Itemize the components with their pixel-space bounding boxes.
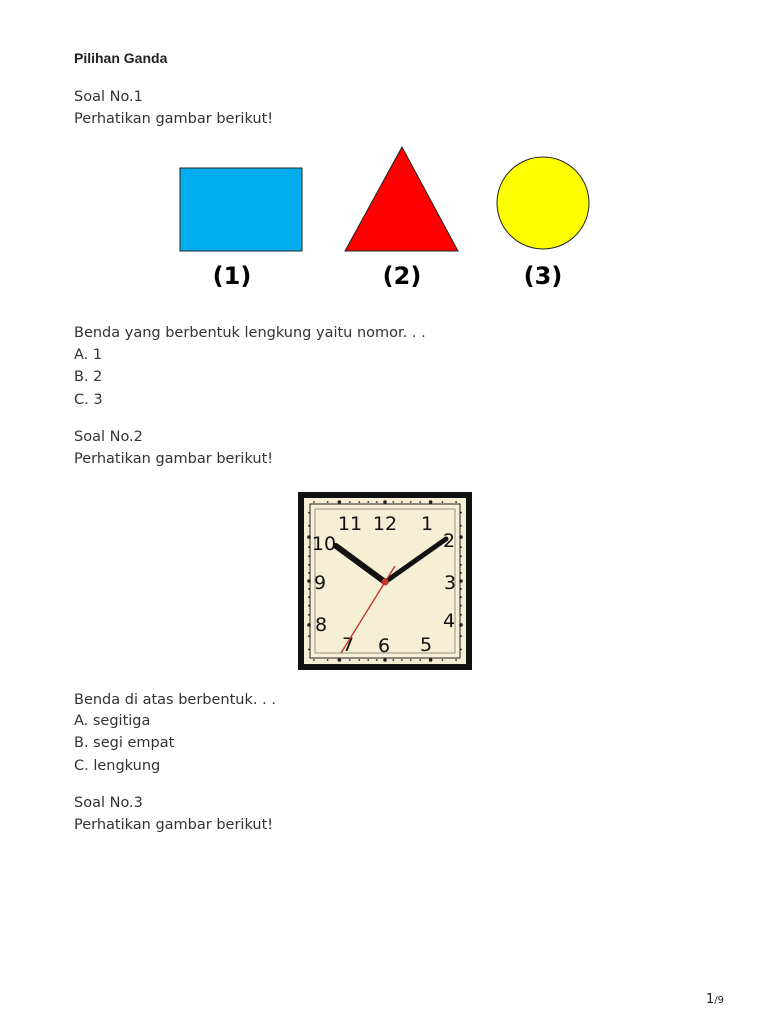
clock-tick bbox=[460, 635, 462, 637]
clock-tick bbox=[307, 579, 311, 583]
clock-tick bbox=[367, 659, 369, 661]
q2-question: Benda di atas berbentuk. . . bbox=[74, 692, 276, 708]
clock-number-12: 12 bbox=[372, 513, 398, 535]
clock-tick bbox=[308, 614, 310, 616]
q2-option-a: A. segitiga bbox=[74, 713, 151, 729]
clock-number-10: 10 bbox=[311, 533, 337, 555]
clock-tick bbox=[455, 659, 457, 661]
clock-number-5: 5 bbox=[419, 634, 433, 656]
clock-tick bbox=[455, 501, 457, 503]
clock-image bbox=[296, 490, 474, 672]
clock-tick bbox=[460, 555, 462, 557]
clock-tick bbox=[367, 501, 369, 503]
q2-option-b: B. segi empat bbox=[74, 735, 175, 751]
clock-number-4: 4 bbox=[442, 610, 456, 632]
q2-option-c: C. lengkung bbox=[74, 758, 161, 774]
clock-tick bbox=[429, 500, 433, 504]
clock-number-6: 6 bbox=[377, 635, 391, 657]
clock-tick bbox=[308, 596, 310, 598]
clock-tick bbox=[429, 658, 433, 662]
clock-tick bbox=[383, 500, 387, 504]
shape-label-2: (2) bbox=[382, 262, 422, 290]
clock-tick bbox=[307, 535, 311, 539]
page-current: 1 bbox=[706, 992, 715, 1007]
rectangle-shape bbox=[180, 168, 302, 251]
q1-instruction: Perhatikan gambar berikut! bbox=[74, 111, 274, 127]
clock-number-7: 7 bbox=[341, 634, 355, 656]
clock-tick bbox=[327, 501, 329, 503]
clock-tick bbox=[410, 501, 412, 503]
clock-tick bbox=[358, 501, 360, 503]
clock-tick bbox=[313, 659, 315, 661]
clock-tick bbox=[460, 546, 462, 548]
clock-number-11: 11 bbox=[337, 513, 363, 535]
clock-tick bbox=[442, 659, 444, 661]
clock-tick bbox=[459, 579, 463, 583]
clock-tick bbox=[308, 635, 310, 637]
shape-label-3: (3) bbox=[523, 262, 563, 290]
clock-tick bbox=[459, 535, 463, 539]
clock-tick bbox=[349, 501, 351, 503]
section-heading: Pilihan Ganda bbox=[74, 50, 168, 66]
clock-number-1: 1 bbox=[420, 513, 434, 535]
triangle-shape bbox=[345, 147, 458, 251]
clock-tick bbox=[327, 659, 329, 661]
clock-tick bbox=[338, 500, 342, 504]
clock-tick bbox=[442, 501, 444, 503]
page-total: /9 bbox=[714, 995, 725, 1006]
clock-tick bbox=[419, 659, 421, 661]
q2-instruction: Perhatikan gambar berikut! bbox=[74, 451, 274, 467]
clock-tick bbox=[308, 564, 310, 566]
clock-number-2: 2 bbox=[442, 530, 456, 552]
clock-tick bbox=[308, 572, 310, 574]
q1-question: Benda yang berbentuk lengkung yaitu nomor. . . bbox=[74, 325, 426, 341]
clock-tick bbox=[460, 605, 462, 607]
clock-tick bbox=[376, 659, 378, 661]
clock-tick bbox=[307, 623, 311, 627]
clock-tick bbox=[392, 501, 394, 503]
clock-number-8: 8 bbox=[314, 614, 328, 636]
q1-number: Soal No.1 bbox=[74, 89, 143, 105]
clock-tick bbox=[308, 512, 310, 514]
clock-tick bbox=[460, 512, 462, 514]
clock-tick bbox=[308, 555, 310, 557]
clock-tick bbox=[460, 588, 462, 590]
q3-instruction: Perhatikan gambar berikut! bbox=[74, 817, 274, 833]
clock-tick bbox=[460, 572, 462, 574]
clock-tick bbox=[376, 501, 378, 503]
clock-tick bbox=[308, 649, 310, 651]
q2-number: Soal No.2 bbox=[74, 429, 143, 445]
clock-center bbox=[382, 579, 389, 586]
clock-tick bbox=[349, 659, 351, 661]
q1-option-b: B. 2 bbox=[74, 369, 103, 385]
clock-tick bbox=[401, 501, 403, 503]
clock-tick bbox=[308, 525, 310, 527]
clock-tick bbox=[383, 658, 387, 662]
q3-number: Soal No.3 bbox=[74, 795, 143, 811]
q1-option-a: A. 1 bbox=[74, 347, 103, 363]
clock-tick bbox=[460, 614, 462, 616]
page-number bbox=[706, 992, 724, 1007]
circle-shape bbox=[497, 157, 589, 249]
clock-tick bbox=[338, 658, 342, 662]
shapes-figure bbox=[170, 140, 610, 300]
clock-tick bbox=[401, 659, 403, 661]
clock-tick bbox=[460, 649, 462, 651]
q1-option-c: C. 3 bbox=[74, 392, 103, 408]
clock-number-9: 9 bbox=[313, 572, 327, 594]
clock-number-3: 3 bbox=[443, 572, 457, 594]
clock-tick bbox=[308, 605, 310, 607]
clock-tick bbox=[419, 501, 421, 503]
shape-label-1: (1) bbox=[212, 262, 252, 290]
clock-tick bbox=[308, 588, 310, 590]
clock-tick bbox=[459, 623, 463, 627]
clock-tick bbox=[308, 546, 310, 548]
clock-tick bbox=[392, 659, 394, 661]
clock-tick bbox=[410, 659, 412, 661]
clock-tick bbox=[358, 659, 360, 661]
clock-tick bbox=[460, 564, 462, 566]
clock-tick bbox=[460, 525, 462, 527]
clock-tick bbox=[460, 596, 462, 598]
clock-tick bbox=[313, 501, 315, 503]
